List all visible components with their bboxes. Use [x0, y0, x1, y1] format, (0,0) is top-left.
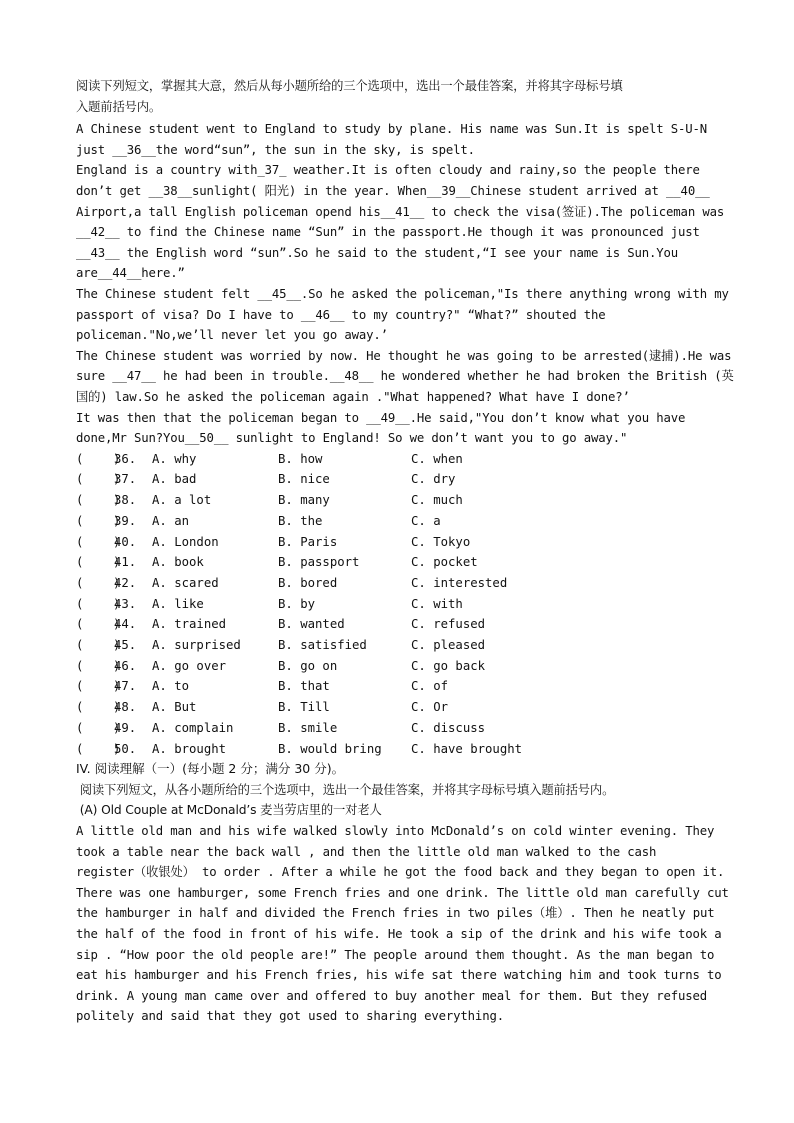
answer-bracket[interactable]: ( )	[76, 638, 121, 653]
instruction-line: 入题前括号内。	[76, 99, 162, 114]
option-c: C. discuss	[411, 720, 486, 735]
option-a: A. trained	[152, 617, 227, 632]
question-row	[76, 635, 720, 656]
option-c: C. much	[411, 493, 463, 508]
option-b: B. smile	[278, 720, 338, 735]
question-row	[76, 469, 720, 490]
option-b: B. would bring	[278, 741, 382, 756]
passage-line: just __36__the word“sun”, the sun in the sky, is spelt.	[76, 142, 475, 157]
question-row	[76, 532, 720, 553]
answer-bracket[interactable]: ( )	[76, 575, 121, 590]
passage-line: 国的) law.So he asked the policeman again ."What happened? What have I done?’	[76, 389, 630, 404]
passage-line: It was then that the policeman began to __49__.He said,"You don’t know what you have	[76, 410, 686, 425]
option-a: A. to	[152, 679, 190, 694]
passage-line: policeman."No,we’ll never let you go away.’	[76, 328, 388, 343]
passage-line: don’t get __38__sunlight( 阳光) in the year. When__39__Chinese student arrived at __40__	[76, 183, 710, 198]
question-row	[76, 573, 720, 594]
passage-line: passport of visa? Do I have to __46__ to my country?" “What?” shouted the	[76, 307, 606, 322]
answer-bracket[interactable]: ( )	[76, 596, 121, 611]
passage-line: There was one hamburger, some French fries and one drink. The little old man carefully cut	[76, 885, 729, 900]
option-a: A. book	[152, 555, 204, 570]
answer-bracket[interactable]: ( )	[76, 679, 121, 694]
question-number: 40.	[114, 534, 137, 549]
section-title: IV. 阅读理解（一）(每小题 2 分；满分 30 分)。	[76, 761, 345, 777]
option-c: C. with	[411, 596, 463, 611]
question-row	[76, 614, 720, 635]
cloze-passage	[76, 119, 734, 449]
passage-line: eat his hamburger and his French fries, his wife sat there watching him and took turns to	[76, 968, 722, 983]
option-a: A. surprised	[152, 638, 241, 653]
question-row	[76, 490, 720, 511]
option-a: A. London	[152, 534, 219, 549]
passage-subtitle: (A) Old Couple at McDonald’s 麦当劳店里的一对老人	[76, 803, 382, 818]
option-b: B. nice	[278, 472, 330, 487]
question-number: 48.	[114, 700, 137, 715]
option-c: C. pocket	[411, 555, 478, 570]
passage-line: the hamburger in half and divided the French fries in two piles（堆）. Then he neatly put	[76, 906, 715, 921]
option-b: B. bored	[278, 575, 338, 590]
passage-line: The Chinese student was worried by now. He thought he was going to be arrested(逮捕).He was	[76, 348, 732, 363]
question-row	[76, 697, 720, 718]
option-a: A. brought	[152, 741, 227, 756]
question-number: 50.	[114, 741, 137, 756]
answer-bracket[interactable]: ( )	[76, 513, 121, 528]
option-c: C. Tokyo	[411, 534, 471, 549]
passage-line: A Chinese student went to England to study by plane. His name was Sun.It is spelt S-U-N	[76, 122, 708, 137]
option-a: A. complain	[152, 720, 234, 735]
passage-line: took a table near the back wall , and then the little old man walked to the cash	[76, 844, 657, 859]
option-c: C. of	[411, 679, 449, 694]
answer-bracket[interactable]: ( )	[76, 555, 121, 570]
option-a: A. bad	[152, 472, 197, 487]
answer-bracket[interactable]: ( )	[76, 658, 121, 673]
option-c: C. dry	[411, 472, 456, 487]
answer-bracket[interactable]: ( )	[76, 617, 121, 632]
option-c: C. refused	[411, 617, 486, 632]
option-c: C. a	[411, 513, 441, 528]
passage-line: __43__ the English word “sun”.So he said to the student,“I see your name is Sun.You	[76, 245, 679, 260]
passage-line: sip . “How poor the old people are!” The people around them thought. As the man began to	[76, 947, 715, 962]
option-b: B. passport	[278, 555, 360, 570]
option-a: A. a lot	[152, 493, 212, 508]
question-number: 43.	[114, 596, 137, 611]
option-c: C. interested	[411, 575, 508, 590]
passage-line: the half of the food in front of his wife. He took a sip of the drink and his wife took a	[76, 926, 722, 941]
question-row	[76, 656, 720, 677]
reading-instruction: 阅读下列短文，从各小题所给的三个选项中，选出一个最佳答案，并将其字母标号填入题前括号内。	[76, 782, 615, 797]
passage-line: Airport,a tall English policeman opend his__41__ to check the visa(签证).The policeman was	[76, 204, 725, 219]
option-a: A. But	[152, 700, 197, 715]
passage-line: drink. A young man came over and offered to buy another meal for them. But they refused	[76, 988, 708, 1003]
passage-line: politely and said that they got used to sharing everything.	[76, 1009, 504, 1024]
option-b: B. satisfied	[278, 638, 367, 653]
question-row	[76, 511, 720, 532]
option-c: C. go back	[411, 658, 486, 673]
option-b: B. the	[278, 513, 323, 528]
option-c: C. pleased	[411, 638, 486, 653]
question-number: 46.	[114, 658, 137, 673]
question-number: 45.	[114, 638, 137, 653]
reading-section	[76, 759, 729, 1027]
passage-line: __42__ to find the Chinese name “Sun” in the passport.He though it was pronounced just	[76, 225, 700, 240]
passage-line: are__44__here.”	[76, 266, 185, 281]
question-row	[76, 739, 720, 760]
answer-bracket[interactable]: ( )	[76, 493, 121, 508]
cloze-instruction	[76, 76, 720, 117]
option-b: B. by	[278, 596, 316, 611]
question-number: 47.	[114, 679, 137, 694]
passage-line: England is a country with_37_ weather.It is often cloudy and rainy,so the people there	[76, 163, 700, 178]
question-row	[76, 449, 720, 470]
exam-page	[76, 76, 734, 1027]
passage-line: register（收银处） to order . After a while he got the food back and they began to open it.	[76, 865, 725, 880]
answer-bracket[interactable]: ( )	[76, 700, 121, 715]
answer-bracket[interactable]: ( )	[76, 741, 121, 756]
answer-bracket[interactable]: ( )	[76, 472, 121, 487]
passage-line: done,Mr Sun?You__50__ sunlight to England! So we don’t want you to go away."	[76, 431, 628, 446]
question-row	[76, 718, 720, 739]
question-list	[76, 449, 720, 760]
option-a: A. go over	[152, 658, 227, 673]
option-b: B. Paris	[278, 534, 338, 549]
question-row	[76, 552, 720, 573]
option-c: C. Or	[411, 700, 449, 715]
option-b: B. how	[278, 451, 323, 466]
question-number: 36.	[114, 451, 137, 466]
question-number: 42.	[114, 575, 137, 590]
question-row	[76, 594, 720, 615]
option-a: A. an	[152, 513, 190, 528]
option-b: B. many	[278, 493, 330, 508]
question-number: 38.	[114, 493, 137, 508]
option-b: B. wanted	[278, 617, 345, 632]
passage-line: sure __47__ he had been in trouble.__48__ he wondered whether he had broken the British (英	[76, 369, 734, 384]
answer-bracket[interactable]: ( )	[76, 534, 121, 549]
option-c: C. when	[411, 451, 463, 466]
option-a: A. like	[152, 596, 204, 611]
question-number: 39.	[114, 513, 137, 528]
option-b: B. Till	[278, 700, 330, 715]
question-number: 44.	[114, 617, 137, 632]
answer-bracket[interactable]: ( )	[76, 720, 121, 735]
option-a: A. scared	[152, 575, 219, 590]
question-number: 49.	[114, 720, 137, 735]
question-number: 37.	[114, 472, 137, 487]
option-a: A. why	[152, 451, 197, 466]
option-c: C. have brought	[411, 741, 523, 756]
question-row	[76, 676, 720, 697]
option-b: B. that	[278, 679, 330, 694]
option-b: B. go on	[278, 658, 338, 673]
instruction-line: 阅读下列短文，掌握其大意，然后从每小题所给的三个选项中，选出一个最佳答案，并将其字母标号填	[76, 79, 623, 93]
passage-line: The Chinese student felt __45__.So he asked the policeman,"Is there anything wrong with my	[76, 286, 729, 301]
answer-bracket[interactable]: ( )	[76, 451, 121, 466]
passage-line: A little old man and his wife walked slowly into McDonald’s on cold winter evening. They	[76, 824, 715, 839]
question-number: 41.	[114, 555, 137, 570]
